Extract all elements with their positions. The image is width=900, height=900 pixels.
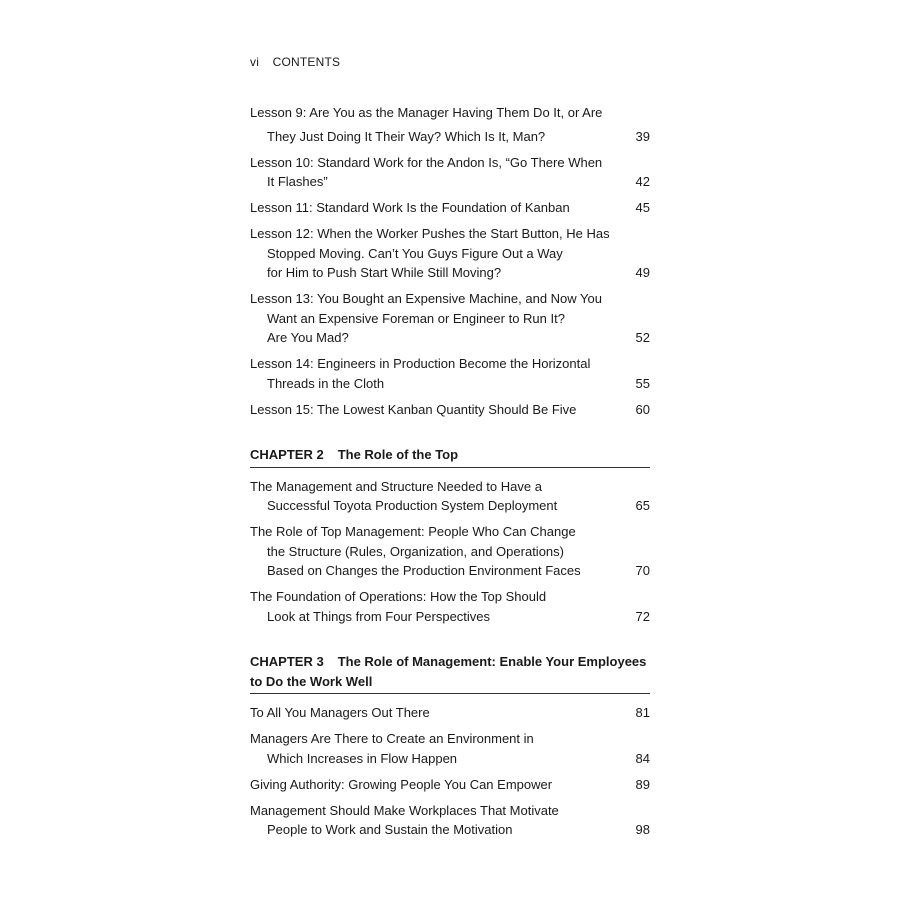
chapter-number: CHAPTER 2 <box>250 447 324 462</box>
toc-page-number: 45 <box>635 200 650 215</box>
toc-entry-title <box>250 729 610 768</box>
toc-page-number: 84 <box>635 750 650 766</box>
toc-entry-line: To All You Managers Out There <box>250 705 430 720</box>
toc-entry-line: People to Work and Sustain the Motivation <box>267 822 513 837</box>
toc-entry-line: Lesson 13: You Bought an Expensive Machine, and Now You <box>250 291 602 306</box>
chapter-title-continued: to Do the Work Well <box>250 673 373 689</box>
toc-entry-title <box>250 801 610 840</box>
toc-page-number: 55 <box>635 375 650 391</box>
toc-entry-title <box>250 103 610 146</box>
toc-entry-lesson-9 <box>250 103 650 146</box>
toc-entry-line: Giving Authority: Growing People You Can Empower <box>250 776 553 792</box>
toc-entry-line: Successful Toyota Production System Deployment <box>267 498 558 513</box>
toc-entry-line: for Him to Push Start While Still Moving? <box>267 265 502 280</box>
toc-entry-line: Stopped Moving. Can’t You Guys Figure Out a Way <box>267 245 563 261</box>
toc-entry <box>250 522 650 581</box>
toc-entry-line: Lesson 14: Engineers in Production Become the Horizontal <box>250 356 591 371</box>
toc-page-number: 65 <box>635 498 650 513</box>
toc-page-number: 72 <box>635 608 650 624</box>
toc-page-number: 81 <box>635 705 650 720</box>
toc-entry-line: Lesson 11: Standard Work Is the Foundation of Kanban <box>250 200 570 215</box>
toc-entry-line: Are You Mad? <box>267 330 349 345</box>
toc-entry-line: The Foundation of Operations: How the Top Should <box>250 589 547 604</box>
toc-entry-line: the Structure (Rules, Organization, and Operations) <box>267 543 564 559</box>
toc-entry-title <box>250 198 610 218</box>
chapter-3-heading <box>250 652 650 694</box>
toc-entry <box>250 801 650 840</box>
page-folio: vi <box>250 55 260 69</box>
toc-entry <box>250 587 650 626</box>
chapter-2-heading <box>250 445 650 468</box>
toc-entry-line: The Role of Top Management: People Who Can Change <box>250 524 576 539</box>
toc-entry-title <box>250 477 610 516</box>
toc-page-number: 98 <box>635 822 650 837</box>
chapter-2-section <box>250 445 650 626</box>
running-head <box>250 52 650 72</box>
toc-entry-line: Lesson 15: The Lowest Kanban Quantity Should Be Five <box>250 401 577 417</box>
toc-entry-lesson-10 <box>250 153 650 192</box>
toc-entry <box>250 703 650 723</box>
toc-entry <box>250 729 650 768</box>
toc-entry-line: Threads in the Cloth <box>267 375 385 391</box>
chapter-title: The Role of Management: Enable Your Employees <box>337 654 647 669</box>
toc-entry-line: They Just Doing It Their Way? Which Is It, Man? <box>267 128 546 144</box>
toc-page-number: 89 <box>635 776 650 792</box>
toc-entry-line: Want an Expensive Foreman or Engineer to Run It? <box>267 310 565 326</box>
toc-page-number: 39 <box>635 128 650 144</box>
toc-page-number: 49 <box>635 265 650 280</box>
running-head-title: CONTENTS <box>272 55 341 69</box>
toc-page <box>250 52 650 846</box>
chapter-title: The Role of the Top <box>337 447 459 462</box>
toc-entry-title <box>250 153 610 192</box>
toc-entry-line: Lesson 9: Are You as the Manager Having Them Do It, or Are <box>250 105 603 120</box>
toc-entry-lesson-14 <box>250 354 650 393</box>
toc-entry-line: Lesson 10: Standard Work for the Andon Is, “Go There When <box>250 154 603 170</box>
toc-entry-title <box>250 703 610 723</box>
toc-entry-line: Based on Changes the Production Environment Faces <box>267 563 581 578</box>
toc-entry-line: It Flashes” <box>267 174 328 189</box>
toc-entry-title <box>250 224 610 283</box>
toc-entry-title <box>250 289 610 348</box>
toc-page-number: 60 <box>635 401 650 417</box>
toc-entry-title <box>250 775 610 795</box>
toc-entry <box>250 775 650 795</box>
toc-entry-title <box>250 587 610 626</box>
toc-entry-line: Managers Are There to Create an Environment in <box>250 731 534 746</box>
toc-entry-line: The Management and Structure Needed to Have a <box>250 478 542 494</box>
toc-entry-lesson-13 <box>250 289 650 348</box>
toc-entry-title <box>250 400 610 420</box>
toc-entry-lesson-12 <box>250 224 650 283</box>
toc-entry-line: Look at Things from Four Perspectives <box>267 608 491 624</box>
toc-entry-lesson-15 <box>250 400 650 420</box>
toc-entry-title <box>250 522 610 581</box>
toc-page-number: 42 <box>635 174 650 189</box>
toc-page-number: 52 <box>635 330 650 345</box>
chapter-heading-line-1 <box>250 654 646 669</box>
toc-page-number: 70 <box>635 563 650 578</box>
toc-entry <box>250 477 650 516</box>
toc-entry-line: Management Should Make Workplaces That Motivate <box>250 802 559 818</box>
toc-entry-lesson-11 <box>250 198 650 218</box>
lesson-list <box>250 103 650 419</box>
chapter-3-section <box>250 652 650 840</box>
toc-entry-title <box>250 354 610 393</box>
toc-entry-line: Lesson 12: When the Worker Pushes the Start Button, He Has <box>250 226 610 241</box>
toc-entry-line: Which Increases in Flow Happen <box>267 750 458 766</box>
chapter-number: CHAPTER 3 <box>250 654 324 669</box>
